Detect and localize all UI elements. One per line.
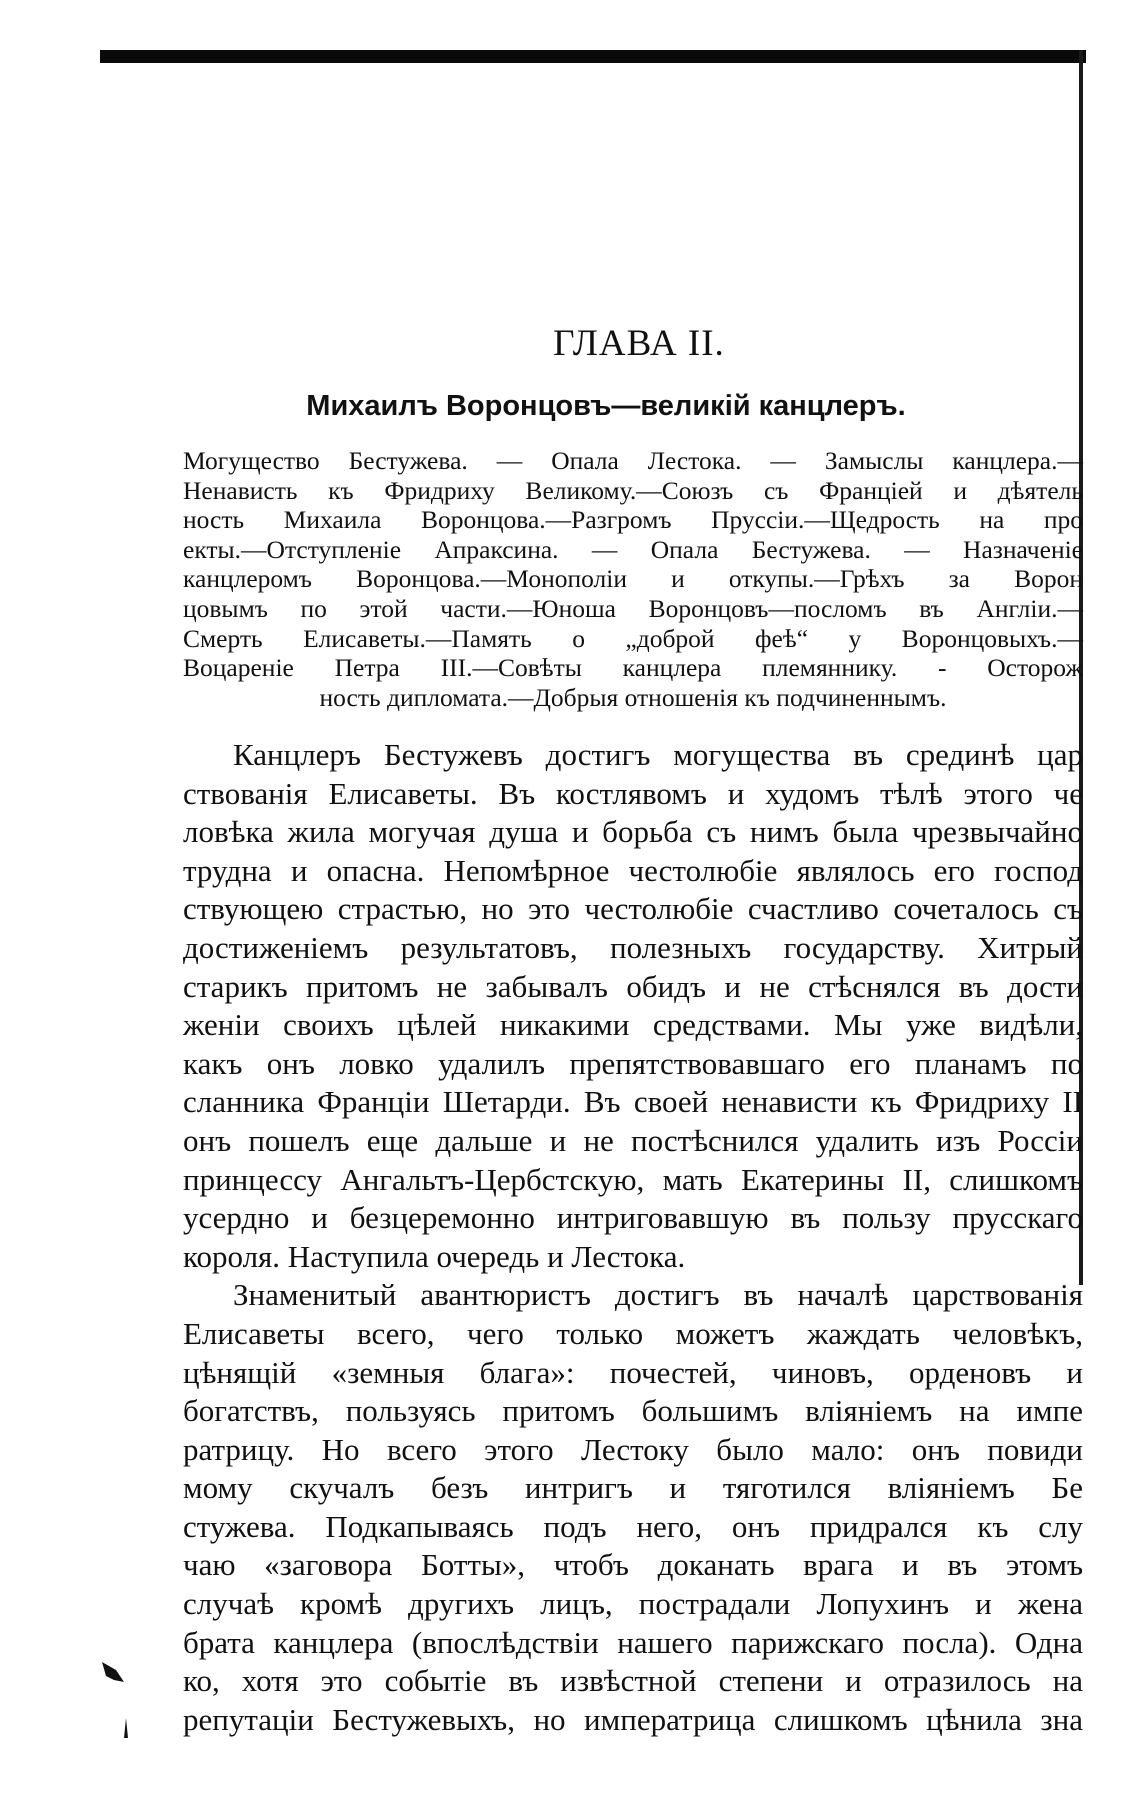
body-line: достиженіемъ результатовъ, полезныхъ государству. Хитрый bbox=[183, 929, 1083, 965]
body-line: усердно и безцеремонно интриговавшую въ пользу прусскаго bbox=[183, 1200, 1083, 1236]
body-line: онъ пошелъ еще дальше и не постѣснился удалить изъ Россіи bbox=[183, 1122, 1083, 1158]
body-line: цѣнящій «земныя блага»: почестей, чиновъ, орденовъ и bbox=[183, 1354, 1083, 1390]
summary-line: Могущество Бестужева. — Опала Лестока. — Замыслы канцлера.— bbox=[183, 446, 1083, 475]
body-line: брата канцлера (впослѣдствіи нашего парижскаго посла). Одна bbox=[183, 1624, 1083, 1660]
body-text bbox=[183, 736, 1083, 1739]
body-line: мому скучалъ безъ интригъ и тяготился вліяніемъ Бе bbox=[183, 1470, 1083, 1506]
summary-line: канцлеромъ Воронцова.—Монополіи и откупы.—Грѣхъ за Ворон bbox=[183, 564, 1083, 594]
body-line: Знаменитый авантюристъ достигъ въ началѣ царствованія bbox=[233, 1277, 1083, 1313]
body-line: принцессу Ангальтъ-Цербстскую, мать Екатерины II, слишкомъ bbox=[183, 1161, 1083, 1197]
body-line: сланника Франціи Шетарди. Въ своей ненависти къ Фридриху II bbox=[183, 1084, 1083, 1120]
chapter-title: Михаилъ Воронцовъ—великій канцлеръ. bbox=[306, 390, 906, 422]
body-line: ствующею страстью, но это честолюбіе счастливо сочеталось съ bbox=[183, 891, 1083, 927]
summary-line: ность Михаила Воронцова.—Разгромъ Пруссіи.—Щедрость на про bbox=[183, 505, 1083, 535]
body-line: какъ онъ ловко удалилъ препятствовавшаго его планамъ по bbox=[183, 1045, 1083, 1081]
body-line: Елисаветы всего, чего только можетъ жаждать человѣкъ, bbox=[183, 1315, 1083, 1351]
summary-line: Ненависть къ Фридриху Великому.—Союзъ съ Франціей и дѣятель bbox=[183, 475, 1083, 505]
summary-line: екты.—Отступленіе Апраксина. — Опала Бестужева. — Назначеніе bbox=[183, 534, 1083, 564]
body-line: ко, хотя это событіе въ извѣстной степени и отразилось на bbox=[183, 1663, 1083, 1699]
top-rule bbox=[100, 50, 1086, 63]
body-line: женіи своихъ цѣлей никакими средствами. Мы уже видѣли, bbox=[183, 1007, 1083, 1043]
chapter-summary bbox=[183, 446, 1083, 712]
scan-artifact-icon bbox=[100, 1660, 140, 1740]
chapter-heading: ГЛАВА II. bbox=[553, 323, 725, 364]
body-line: ствованія Елисаветы. Въ костлявомъ и худомъ тѣлѣ этого че bbox=[183, 775, 1083, 811]
body-line: репутаціи Бестужевыхъ, но императрица слишкомъ цѣнила зна bbox=[183, 1701, 1083, 1737]
body-line: ратрицу. Но всего этого Лестоку было мало: онъ повиди bbox=[183, 1431, 1083, 1467]
scan-artifact bbox=[100, 1660, 140, 1740]
summary-line: Смерть Елисаветы.—Память о „доброй феѣ“ у Воронцовыхъ.— bbox=[183, 623, 1083, 653]
body-line: богатствъ, пользуясь притомъ большимъ вліяніемъ на импе bbox=[183, 1393, 1083, 1429]
summary-line: Воцареніе Петра III.—Совѣты канцлера племяннику. - Осторож bbox=[183, 653, 1083, 683]
body-line: чаю «заговора Ботты», чтобъ доканать врага и въ этомъ bbox=[183, 1547, 1083, 1583]
body-line: Канцлеръ Бестужевъ достигъ могущества въ срединѣ цар bbox=[233, 737, 1083, 772]
body-line: случаѣ кромѣ другихъ лицъ, пострадали Лопухинъ и жена bbox=[183, 1586, 1083, 1622]
body-line: короля. Наступила очередь и Лестока. bbox=[183, 1238, 686, 1274]
summary-line: цовымъ по этой части.—Юноша Воронцовъ—посломъ въ Англіи.— bbox=[183, 593, 1083, 623]
body-line: трудна и опасна. Непомѣрное честолюбіе являлось его господ bbox=[183, 852, 1083, 888]
body-line: стужева. Подкапываясь подъ него, онъ придрался къ слу bbox=[183, 1508, 1083, 1544]
summary-line: ность дипломата.—Добрыя отношенія къ подчиненнымъ. bbox=[319, 682, 947, 712]
body-line: ловѣка жила могучая душа и борьба съ нимъ была чрезвычайно bbox=[183, 814, 1083, 850]
body-line: старикъ притомъ не забывалъ обидъ и не стѣснялся въ дости bbox=[183, 968, 1083, 1004]
